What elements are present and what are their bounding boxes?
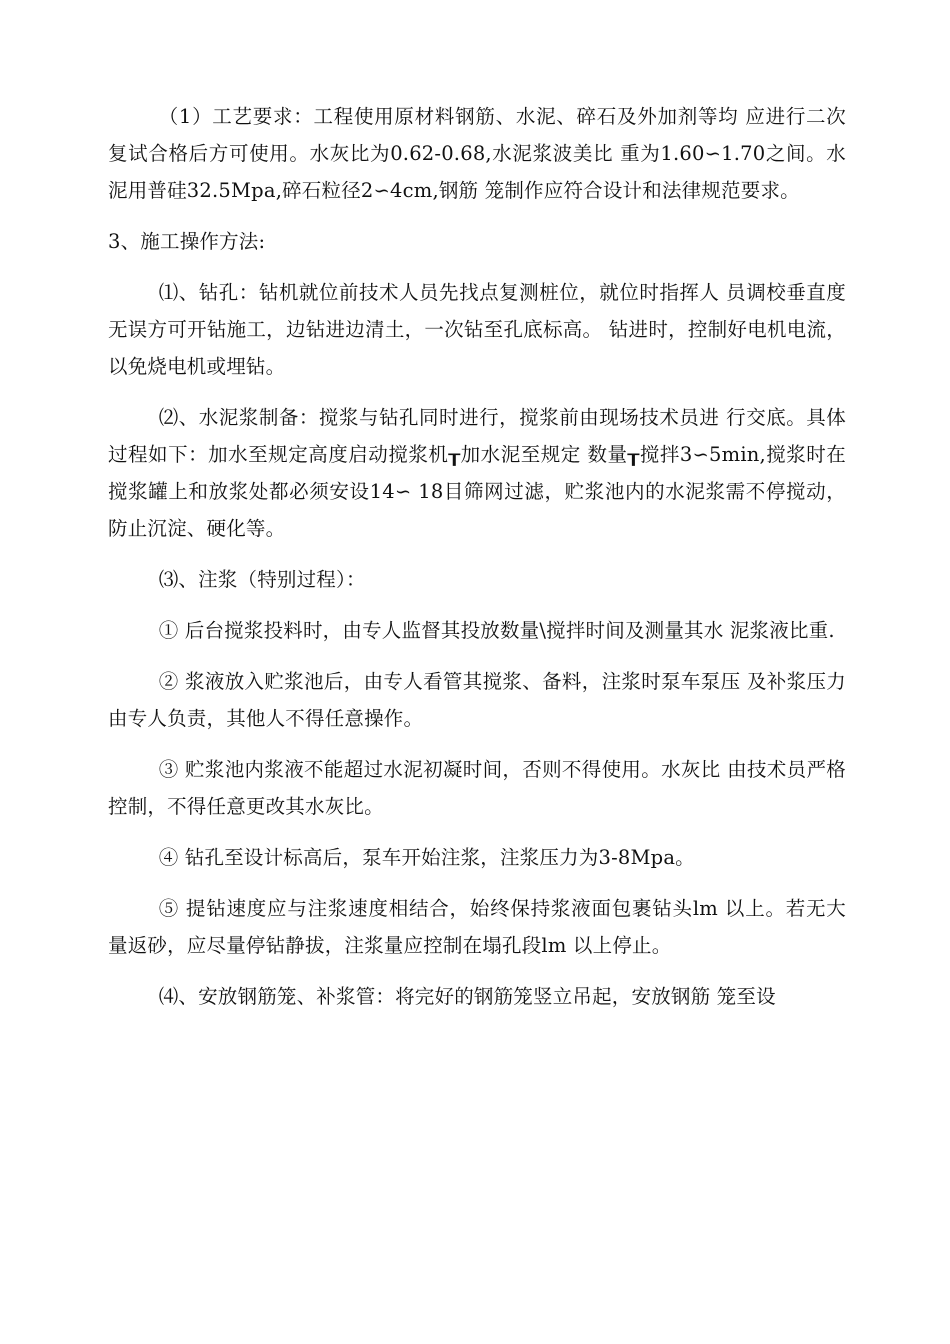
- heading-grouting: ⑶、注浆（特别过程）：: [158, 568, 366, 591]
- paragraph-process-requirements: （1）工艺要求：工程使用原材料钢筋、水泥、碎石及外加剂等均 应进行二次复试合格后方可使用。水灰比为0.62-0.68,水泥浆波美比 重为1.60∽1.70之间。水泥用普硅32.5Mpa,碎石粒径2∽4cm,钢筋 笼制作应符合设计和法律规范要求。: [108, 105, 846, 202]
- paragraph-cement-slurry: ⑵、水泥浆制备：搅浆与钻孔同时进行，搅浆前由现场技术员进 行交底。具体过程如下：加水至规定高度启动搅浆机┰加水泥至规定 数量┰搅拌3∽5min,搅浆时在搅浆罐上和放浆处都必须安设14∽ 18目筛网过滤，贮浆池内的水泥浆需不停搅动，防止沉淀、硬化等。: [108, 406, 846, 540]
- paragraph-drilling: ⑴、钻孔：钻机就位前技术人员先找点复测桩位，就位时指挥人 员调校垂直度无误方可开钻施工，边钻进边清土，一次钻至孔底标高。 钻进时，控制好电机电流，以免烧电机或埋钻。: [108, 281, 846, 378]
- list-item-5: ⑤ 提钻速度应与注浆速度相结合，始终保持浆液面包裹钻头lm 以上。若无大量返砂，应尽量停钻静拔，注浆量应控制在塌孔段lm 以上停止。: [108, 897, 846, 957]
- list-item-4: ④ 钻孔至设计标高后，泵车开始注浆，注浆压力为3-8Mpa。: [158, 846, 695, 869]
- paragraph-rebar-cage: ⑷、安放钢筋笼、补浆管：将完好的钢筋笼竖立吊起，安放钢筋 笼至设: [158, 985, 776, 1008]
- list-item-1: ① 后台搅浆投料时，由专人监督其投放数量\搅拌时间及测量其水 泥浆液比重.: [158, 619, 835, 642]
- list-item-3: ③ 贮浆池内浆液不能超过水泥初凝时间，否则不得使用。水灰比 由技术员严格控制，不得任意更改其水灰比。: [108, 758, 846, 818]
- heading-construction-methods: 3、施工操作方法:: [108, 230, 266, 253]
- list-item-2: ② 浆液放入贮浆池后，由专人看管其搅浆、备料，注浆时泵车泵压 及补浆压力由专人负责，其他人不得任意操作。: [108, 670, 846, 730]
